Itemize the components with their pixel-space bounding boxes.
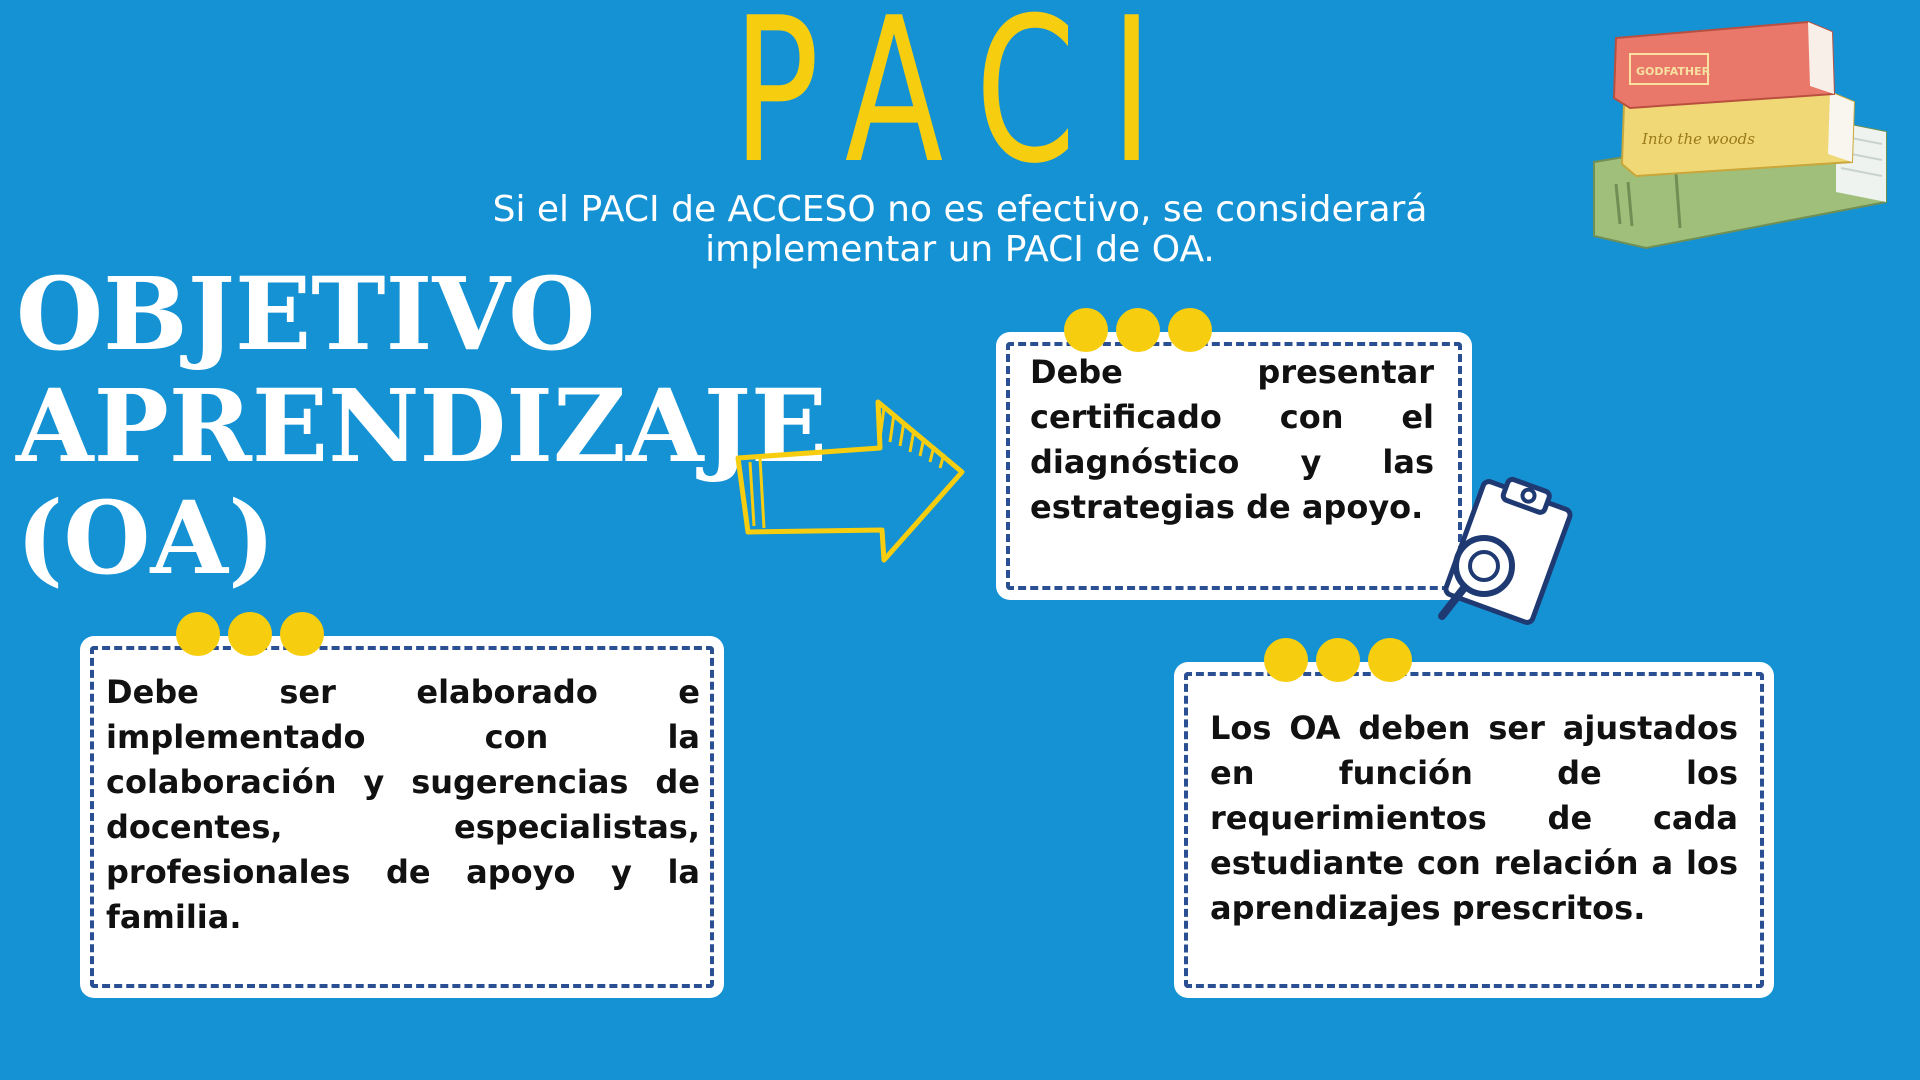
heading-line-3: (OA) bbox=[16, 479, 276, 597]
yellow-dot bbox=[1168, 308, 1212, 352]
page-title: PACI bbox=[732, 0, 1188, 208]
info-card-adjustments bbox=[1174, 662, 1774, 998]
yellow-dot bbox=[176, 612, 220, 656]
book-spine-1: GODFATHER bbox=[1636, 65, 1711, 78]
info-card-collaboration bbox=[80, 636, 724, 998]
card-text: Debe ser elaborado e implementado con la colaboración y sugerencias de docentes, especialistas, profesionales de apoyo y la familia. bbox=[106, 673, 700, 936]
yellow-dot bbox=[1316, 638, 1360, 682]
clipboard-magnifier-icon bbox=[1428, 474, 1578, 644]
heading-line-2: APRENDIZAJE bbox=[16, 367, 828, 485]
subtitle: Si el PACI de ACCESO no es efectivo, se considerará implementar un PACI de OA. bbox=[492, 189, 1428, 270]
yellow-dot bbox=[1368, 638, 1412, 682]
book-spine-2: Into the woods bbox=[1642, 130, 1755, 148]
card-text: Los OA deben ser ajustados en función de los requerimientos de cada estudiante con relación a los aprendizajes prescritos. bbox=[1210, 709, 1738, 927]
heading-line-1: OBJETIVO bbox=[16, 255, 596, 373]
card-dots bbox=[1064, 308, 1212, 352]
yellow-dot bbox=[1264, 638, 1308, 682]
info-card-certificate bbox=[996, 332, 1472, 600]
yellow-dot bbox=[228, 612, 272, 656]
yellow-dot bbox=[1116, 308, 1160, 352]
yellow-dot bbox=[1064, 308, 1108, 352]
arrow-right-icon bbox=[730, 398, 970, 568]
card-text: Debe presentar certificado con el diagnóstico y las estrategias de apoyo. bbox=[1030, 353, 1434, 526]
card-dots bbox=[1264, 638, 1412, 682]
books-stack-icon bbox=[1586, 14, 1916, 264]
section-heading bbox=[16, 255, 828, 597]
card-dots bbox=[176, 612, 324, 656]
yellow-dot bbox=[280, 612, 324, 656]
